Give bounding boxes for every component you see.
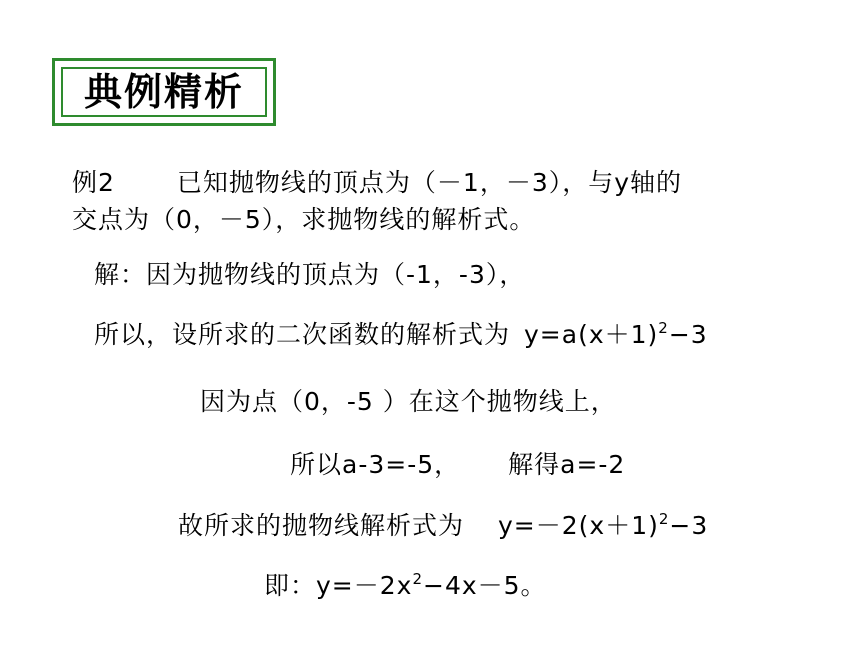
solution-line-6 (264, 570, 547, 600)
solution-line-3 (200, 389, 617, 414)
formula-result-b: −3 (669, 511, 709, 540)
section-title-box (52, 58, 276, 126)
section-title-inner-border (61, 67, 267, 117)
solution-text-3: 因为点（0，-5 ）在这个抛物线上， (200, 387, 617, 416)
problem-line-1 (72, 170, 682, 195)
formula-result-a: y=－2(x＋1) (498, 511, 659, 540)
formula-general-a: y=a(x＋1) (524, 320, 659, 349)
solution-line-4 (290, 452, 625, 477)
formula-general (524, 320, 708, 349)
solution-text-5: 故所求的抛物线解析式为 (178, 511, 465, 540)
problem-label: 例2 (72, 168, 115, 197)
solution-text-2: 所以，设所求的二次函数的解析式为 (94, 320, 511, 349)
expanded-formula-b: −4x－5。 (423, 571, 547, 600)
formula-general-exponent: 2 (658, 319, 669, 337)
solution-line-5 (178, 510, 709, 540)
expanded-formula-a: 即：y=－2x (264, 571, 413, 600)
problem-text-2: 交点为（0，－5），求抛物线的解析式。 (72, 205, 536, 234)
problem-line-2 (72, 207, 535, 232)
problem-text-1: 已知抛物线的顶点为（－1，－3），与y轴的 (176, 168, 683, 197)
solution-line-1 (94, 262, 525, 287)
formula-result-exponent: 2 (658, 510, 670, 528)
expanded-formula-exponent: 2 (412, 570, 423, 588)
solution-text-4b: 解得a=-2 (508, 450, 626, 479)
solution-text-4a: 所以a-3=-5， (290, 450, 461, 479)
solution-text-1: 解：因为抛物线的顶点为（-1，-3）， (94, 260, 526, 289)
solution-line-2 (94, 319, 708, 349)
formula-general-b: −3 (668, 320, 708, 349)
section-title: 典例精析 (83, 70, 244, 114)
formula-result (498, 511, 708, 540)
